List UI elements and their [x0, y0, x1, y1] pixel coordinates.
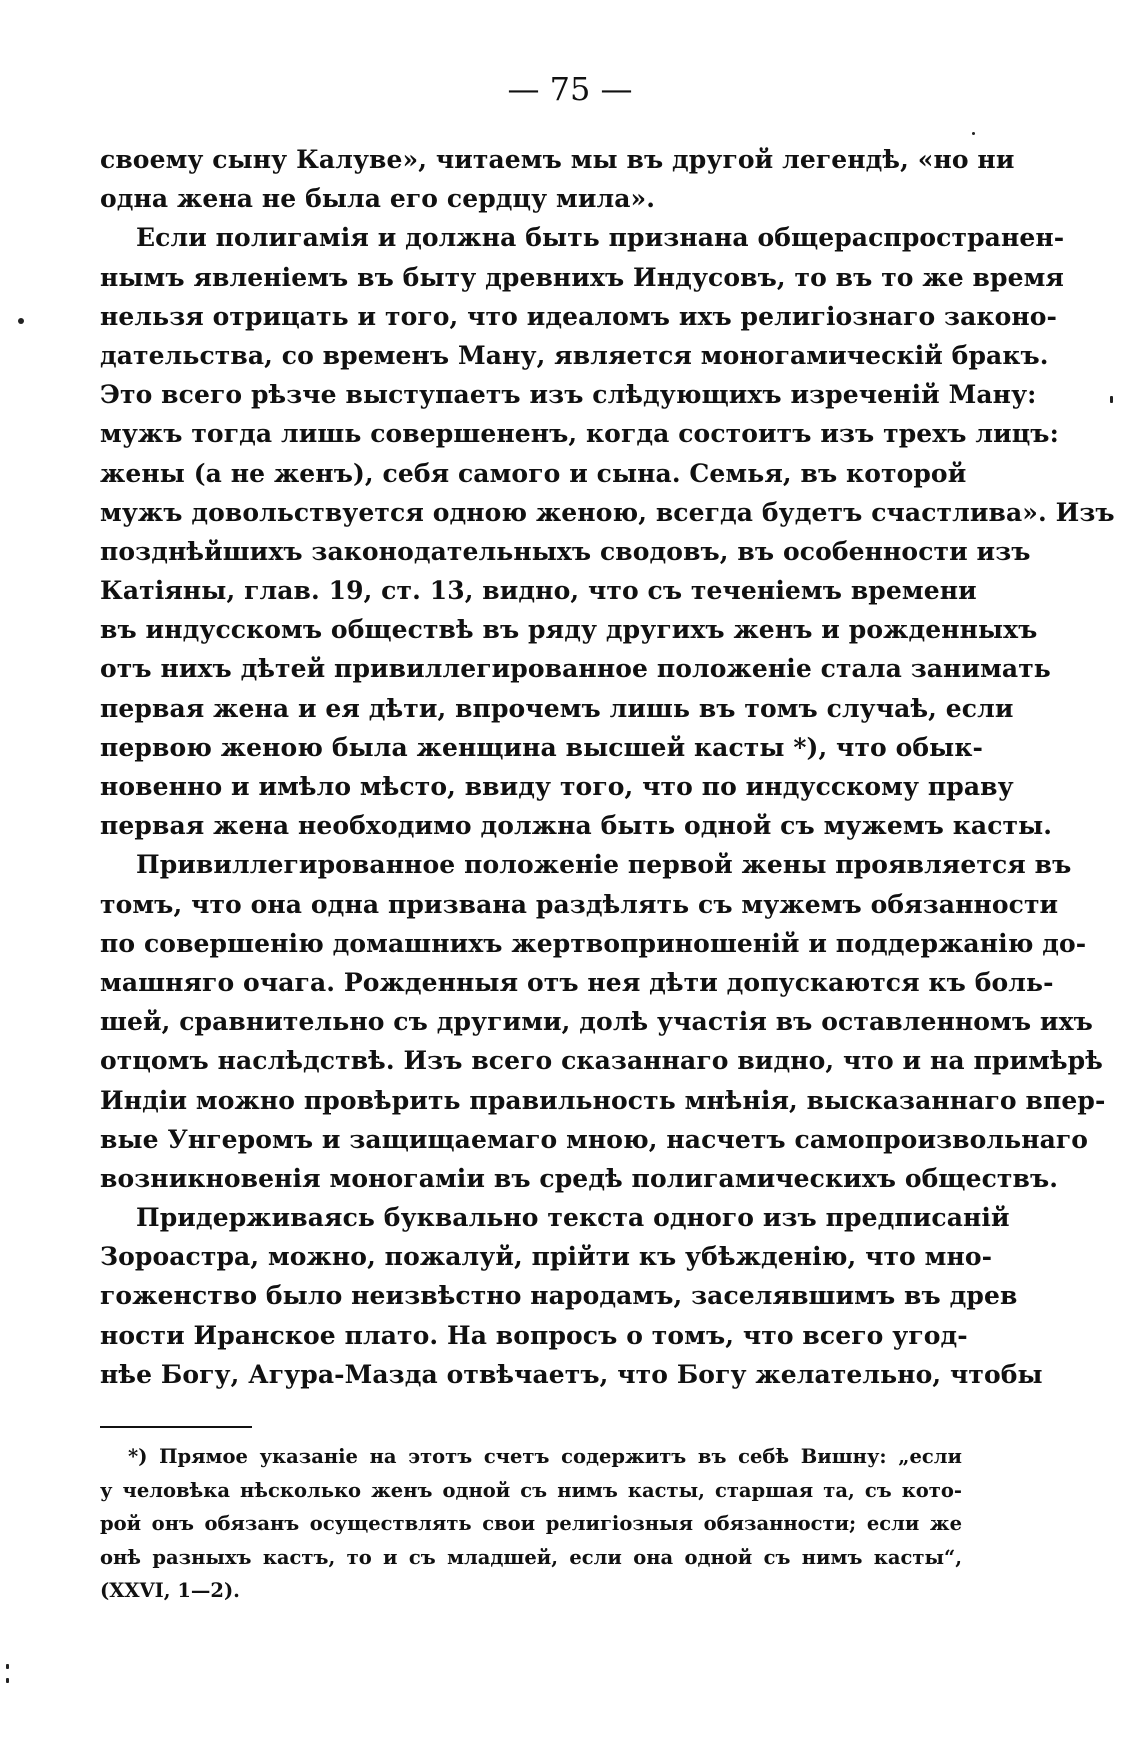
footnote-line: онѣ разныхъ кастъ, то и съ младшей, если она одной съ нимъ касты“, [100, 1545, 962, 1569]
text-line: по совершенію домашнихъ жертвоприношеній и поддержанію до- [100, 928, 1087, 958]
scan-speck [1110, 396, 1113, 403]
text-line: Придерживаясь буквально текста одного изъ предписаній [136, 1203, 1010, 1233]
scan-speck [6, 1664, 9, 1669]
text-line: первою женою была женщина высшей касты *), что обык- [100, 732, 983, 762]
text-line: одна жена не была его сердцу мила». [100, 184, 656, 214]
text-line: Привиллегированное положеніе первой жены проявляется въ [136, 850, 1072, 880]
text-line: Это всего рѣзче выступаетъ изъ слѣдующихъ изреченій Ману: [100, 380, 1037, 410]
footnote-line: рой онъ обязанъ осуществлять свои религіозныя обязанности; если же [100, 1512, 962, 1535]
footnote [100, 1440, 962, 1608]
footnote-line: *) Прямое указаніе на этотъ счетъ содержитъ въ себѣ Вишну: „если [128, 1445, 962, 1468]
text-line: Катіяны, глав. 19, ст. 13, видно, что съ теченіемъ времени [100, 576, 977, 606]
footnote-line: (XXVI, 1—2). [100, 1579, 240, 1602]
text-line: мужъ довольствуется одною женою, всегда будетъ счастлива». Изъ [100, 497, 1115, 527]
text-line: въ индусскомъ обществѣ въ ряду другихъ женъ и рожденныхъ [100, 615, 1038, 645]
text-line: ности Иранское плато. На вопросъ о томъ, что всего угод- [100, 1320, 968, 1350]
footnote-divider [100, 1426, 252, 1428]
text-line: Если полигамія и должна быть признана общераспространен- [136, 223, 1065, 253]
text-line: отъ нихъ дѣтей привиллегированное положеніе стала занимать [100, 654, 1051, 684]
text-line: нѣе Богу, Агура-Мазда отвѣчаетъ, что Богу желательно, чтобы [100, 1359, 1043, 1389]
text-line: Индіи можно провѣрить правильность мнѣнія, высказаннаго впер- [100, 1085, 1106, 1115]
text-line: нымъ явленіемъ въ быту древнихъ Индусовъ, то въ то же время [100, 262, 1064, 292]
scan-speck [972, 132, 975, 135]
text-line: новенно и имѣло мѣсто, ввиду того, что по индусскому праву [100, 772, 1014, 801]
body-text [100, 140, 1115, 1394]
text-line: шей, сравнительно съ другими, долѣ участія въ оставленномъ ихъ [100, 1007, 1093, 1037]
text-line: первая жена и ея дѣти, впрочемъ лишь въ томъ случаѣ, если [100, 693, 1014, 723]
scan-speck [18, 318, 24, 324]
text-line: позднѣйшихъ законодательныхъ сводовъ, въ особенности изъ [100, 536, 1031, 566]
text-line: жены (а не женъ), себя самого и сына. Семья, въ которой [100, 458, 967, 488]
text-line: Зороастра, можно, пожалуй, прійти къ убѣжденію, что мно- [100, 1242, 993, 1272]
text-line: машняго очага. Рожденныя отъ нея дѣти допускаются къ боль- [100, 967, 1054, 997]
text-line: возникновенія моногаміи въ средѣ полигамическихъ обществъ. [100, 1163, 1059, 1193]
text-line: отцомъ наслѣдствѣ. Изъ всего сказаннаго видно, что и на примѣрѣ [100, 1046, 1103, 1076]
text-line: мужъ тогда лишь совершененъ, когда состоитъ изъ трехъ лицъ: [100, 419, 1059, 449]
text-line: нельзя отрицать и того, что идеаломъ ихъ религіознаго законо- [100, 301, 1057, 331]
text-line: гоженство было неизвѣстно народамъ, заселявшимъ въ древ [100, 1281, 1018, 1311]
text-line: своему сыну Калуве», читаемъ мы въ другой легендѣ, «но ни [100, 145, 1015, 174]
text-line: первая жена необходимо должна быть одной съ мужемъ касты. [100, 811, 1053, 841]
text-line: томъ, что она одна призвана раздѣлять съ мужемъ обязанности [100, 889, 1059, 919]
footnote-line: у человѣка нѣсколько женъ одной съ нимъ касты, старшая та, съ кото- [100, 1478, 962, 1502]
text-line: дательства, со временъ Ману, является моногамическій бракъ. [100, 340, 1049, 370]
page-number: — 75 — [507, 70, 633, 108]
text-line: вые Унгеромъ и защищаемаго мною, насчетъ самопроизвольнаго [100, 1124, 1089, 1154]
scan-speck [6, 1678, 9, 1683]
